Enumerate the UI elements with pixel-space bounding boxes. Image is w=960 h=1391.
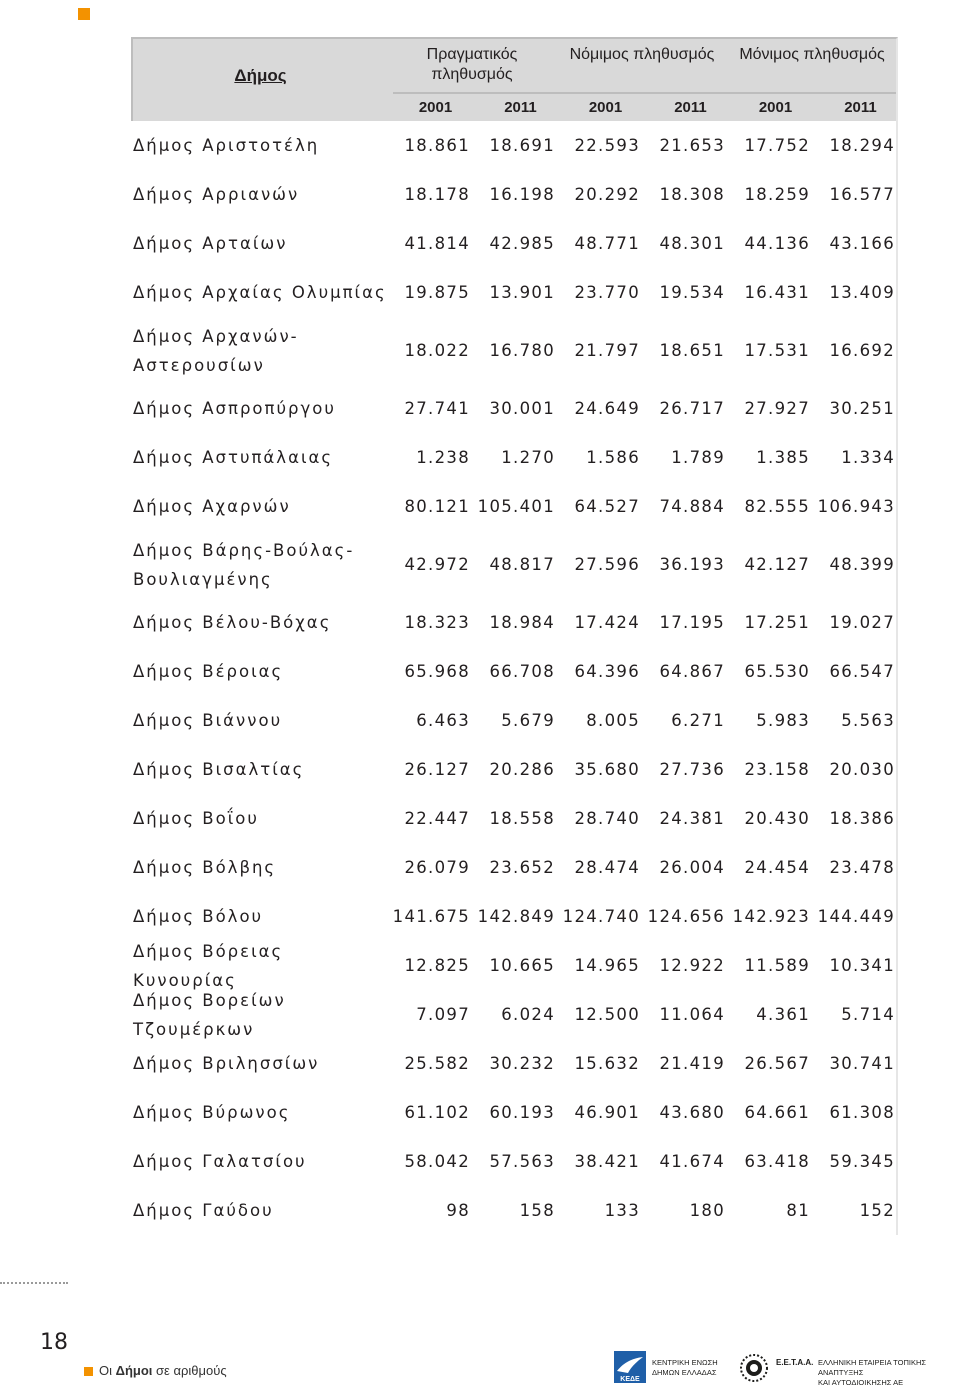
header-dimos: Δήμος [234, 66, 287, 85]
row-value: 158 [519, 1201, 555, 1220]
row-value: 144.449 [817, 907, 895, 926]
row-value: 17.424 [574, 613, 640, 632]
row-value: 43.166 [829, 234, 895, 253]
kede-logo-word: ΚΕΔΕ [620, 1376, 640, 1383]
row-value: 64.396 [574, 662, 640, 681]
table-row [131, 696, 896, 745]
row-value: 19.534 [659, 283, 725, 302]
row-value: 20.430 [744, 809, 810, 828]
header-year: 2011 [504, 99, 537, 116]
row-value: 38.421 [574, 1152, 640, 1171]
row-value: 17.752 [744, 136, 810, 155]
row-value: 17.251 [744, 613, 810, 632]
row-dimos-name: Δήμος Ασπροπύργου [133, 399, 336, 418]
row-value: 80.121 [404, 497, 470, 516]
table-row [131, 1039, 896, 1088]
row-value: 14.965 [574, 956, 640, 975]
row-value: 15.632 [574, 1054, 640, 1073]
row-value: 18.861 [404, 136, 470, 155]
table-row [131, 433, 896, 482]
row-dimos-name: Δήμος Βριλησσίων [133, 1054, 320, 1073]
row-value: 26.717 [659, 399, 725, 418]
row-value: 1.334 [841, 448, 895, 467]
row-value: 65.530 [744, 662, 810, 681]
table-row [131, 121, 896, 170]
row-value: 16.692 [829, 341, 895, 360]
header-year: 2011 [674, 99, 707, 116]
row-dimos-name: Δήμος Βέροιας [133, 662, 284, 681]
row-value: 142.923 [732, 907, 810, 926]
row-dimos-name: Δήμος Αρταίων [133, 234, 288, 253]
row-value: 43.680 [659, 1103, 725, 1122]
row-value: 17.195 [659, 613, 725, 632]
page-number: 18 [40, 1330, 68, 1355]
row-value: 23.770 [574, 283, 640, 302]
row-value: 82.555 [744, 497, 810, 516]
row-value: 36.193 [659, 555, 725, 574]
row-value: 5.679 [501, 711, 555, 730]
row-dimos-name: Δήμος Γαύδου [133, 1201, 274, 1220]
row-value: 133 [604, 1201, 640, 1220]
row-value: 18.259 [744, 185, 810, 204]
row-value: 27.927 [744, 399, 810, 418]
row-value: 18.386 [829, 809, 895, 828]
row-value: 61.308 [829, 1103, 895, 1122]
kede-name-line: ΔΗΜΩΝ ΕΛΛΑΔΑΣ [652, 1368, 717, 1377]
row-value: 1.238 [416, 448, 470, 467]
row-value: 26.567 [744, 1054, 810, 1073]
eetaa-abbr: Ε.Ε.Τ.Α.Α. [776, 1358, 814, 1367]
row-value: 16.198 [489, 185, 555, 204]
row-value: 18.294 [829, 136, 895, 155]
table-header [131, 37, 898, 121]
row-value: 19.875 [404, 283, 470, 302]
row-value: 59.345 [829, 1152, 895, 1171]
row-value: 23.158 [744, 760, 810, 779]
row-value: 6.271 [671, 711, 725, 730]
row-value: 46.901 [574, 1103, 640, 1122]
row-value: 81 [786, 1201, 810, 1220]
footer-title-strong: Δήμοι [115, 1363, 153, 1378]
row-value: 74.884 [659, 497, 725, 516]
kede-logo-icon [614, 1351, 646, 1383]
row-value: 26.127 [404, 760, 470, 779]
table-row [131, 647, 896, 696]
row-value: 18.558 [489, 809, 555, 828]
row-value: 12.825 [404, 956, 470, 975]
row-value: 35.680 [574, 760, 640, 779]
table-row [131, 1088, 896, 1137]
header-years-row [393, 94, 896, 121]
row-value: 10.665 [489, 956, 555, 975]
header-year: 2001 [588, 99, 623, 116]
table-row [131, 219, 896, 268]
table-row [131, 941, 896, 990]
row-value: 63.418 [744, 1152, 810, 1171]
header-actual-population: Πραγματικός πληθυσμός [426, 46, 518, 83]
row-value: 66.708 [489, 662, 555, 681]
row-value: 27.596 [574, 555, 640, 574]
row-dimos-name: Δήμος Αρχανών-Αστερουσίων [133, 326, 299, 375]
row-dimos-name: Δήμος Βύρωνος [133, 1103, 291, 1122]
header-legal-population: Νόμιμος πληθυσμός [569, 46, 715, 63]
row-value: 21.797 [574, 341, 640, 360]
row-value: 6.024 [501, 1005, 555, 1024]
row-value: 18.984 [489, 613, 555, 632]
row-value: 20.292 [574, 185, 640, 204]
row-value: 11.589 [744, 956, 810, 975]
row-value: 7.097 [416, 1005, 470, 1024]
footer-marker [84, 1367, 93, 1376]
row-value: 64.867 [659, 662, 725, 681]
row-value: 16.431 [744, 283, 810, 302]
population-table [131, 37, 898, 1235]
table-row [131, 794, 896, 843]
row-value: 18.022 [404, 341, 470, 360]
row-value: 180 [689, 1201, 725, 1220]
table-row [131, 531, 896, 598]
header-permanent-population: Μόνιμος πληθυσμός [739, 46, 885, 63]
row-value: 98 [446, 1201, 470, 1220]
eetaa-logo-icon [737, 1351, 771, 1385]
row-value: 1.586 [586, 448, 640, 467]
row-value: 22.593 [574, 136, 640, 155]
row-value: 25.582 [404, 1054, 470, 1073]
row-value: 8.005 [586, 711, 640, 730]
row-value: 1.270 [501, 448, 555, 467]
header-year: 2011 [844, 99, 877, 116]
row-value: 18.651 [659, 341, 725, 360]
row-value: 26.079 [404, 858, 470, 877]
row-value: 141.675 [392, 907, 470, 926]
row-value: 24.381 [659, 809, 725, 828]
row-value: 57.563 [489, 1152, 555, 1171]
row-dimos-name: Δήμος Αρριανών [133, 185, 300, 204]
table-row [131, 384, 896, 433]
row-value: 64.661 [744, 1103, 810, 1122]
row-dimos-name: Δήμος Βάρης-Βούλας-Βουλιαγμένης [133, 540, 355, 589]
row-value: 1.789 [671, 448, 725, 467]
row-dimos-name: Δήμος Βόρειας Κυνουρίας [133, 941, 284, 990]
row-value: 30.251 [829, 399, 895, 418]
row-dimos-name: Δήμος Αχαρνών [133, 497, 291, 516]
row-value: 142.849 [477, 907, 555, 926]
row-dimos-name: Δήμος Βοΐου [133, 809, 259, 828]
row-value: 124.656 [647, 907, 725, 926]
row-dimos-name: Δήμος Αριστοτέλη [133, 136, 320, 155]
row-value: 48.301 [659, 234, 725, 253]
row-value: 13.901 [489, 283, 555, 302]
row-value: 21.653 [659, 136, 725, 155]
table-row [131, 745, 896, 794]
table-row [131, 598, 896, 647]
row-value: 18.308 [659, 185, 725, 204]
row-value: 66.547 [829, 662, 895, 681]
corner-marker [78, 8, 90, 20]
row-value: 16.780 [489, 341, 555, 360]
row-value: 18.323 [404, 613, 470, 632]
row-value: 5.563 [841, 711, 895, 730]
row-value: 23.478 [829, 858, 895, 877]
row-value: 4.361 [756, 1005, 810, 1024]
row-value: 18.691 [489, 136, 555, 155]
footer-title-suffix: σε αριθμούς [152, 1363, 227, 1378]
row-value: 23.652 [489, 858, 555, 877]
row-dimos-name: Δήμος Αστυπάλαιας [133, 448, 334, 467]
eetaa-name-line: ΕΛΛΗΝΙΚΗ ΕΤΑΙΡΕΙΑ ΤΟΠΙΚΗΣ ΑΝΑΠΤΥΞΗΣ [818, 1358, 927, 1377]
row-value: 124.740 [562, 907, 640, 926]
row-value: 6.463 [416, 711, 470, 730]
row-value: 11.064 [659, 1005, 725, 1024]
row-value: 58.042 [404, 1152, 470, 1171]
table-row [131, 892, 896, 941]
table-row [131, 1186, 896, 1235]
row-value: 10.341 [829, 956, 895, 975]
row-value: 17.531 [744, 341, 810, 360]
row-value: 41.674 [659, 1152, 725, 1171]
header-year: 2001 [758, 99, 793, 116]
table-row [131, 843, 896, 892]
row-value: 21.419 [659, 1054, 725, 1073]
row-value: 64.527 [574, 497, 640, 516]
row-dimos-name: Δήμος Βιάννου [133, 711, 283, 730]
kede-name-line: ΚΕΝΤΡΙΚΗ ΕΝΩΣΗ [652, 1358, 718, 1367]
row-dimos-name: Δήμος Βόλβης [133, 858, 277, 877]
table-row [131, 268, 896, 317]
footer-title-prefix: Οι [99, 1363, 116, 1378]
row-value: 42.127 [744, 555, 810, 574]
footer-title [99, 1363, 227, 1378]
eetaa-name-line: ΚΑΙ ΑΥΤΟΔΙΟΙΚΗΣΗΣ ΑΕ [818, 1378, 904, 1387]
footer-divider [0, 1282, 68, 1284]
row-value: 1.385 [756, 448, 810, 467]
row-dimos-name: Δήμος Βορείων Τζουμέρκων [133, 990, 286, 1039]
row-dimos-name: Δήμος Αρχαίας Ολυμπίας [133, 283, 387, 302]
row-value: 41.814 [404, 234, 470, 253]
row-value: 5.714 [841, 1005, 895, 1024]
kede-name [652, 1358, 718, 1378]
table-row [131, 990, 896, 1039]
row-dimos-name: Δήμος Γαλατσίου [133, 1152, 307, 1171]
row-value: 16.577 [829, 185, 895, 204]
row-value: 24.649 [574, 399, 640, 418]
table-row [131, 1137, 896, 1186]
row-dimos-name: Δήμος Βόλου [133, 907, 264, 926]
row-value: 30.001 [489, 399, 555, 418]
row-value: 24.454 [744, 858, 810, 877]
row-value: 60.193 [489, 1103, 555, 1122]
row-value: 20.030 [829, 760, 895, 779]
row-value: 48.771 [574, 234, 640, 253]
row-value: 44.136 [744, 234, 810, 253]
table-row [131, 317, 896, 384]
header-year: 2001 [418, 99, 453, 116]
row-value: 22.447 [404, 809, 470, 828]
row-value: 65.968 [404, 662, 470, 681]
row-value: 5.983 [756, 711, 810, 730]
row-value: 30.232 [489, 1054, 555, 1073]
row-value: 26.004 [659, 858, 725, 877]
row-value: 28.474 [574, 858, 640, 877]
row-value: 61.102 [404, 1103, 470, 1122]
row-value: 105.401 [477, 497, 555, 516]
row-value: 27.741 [404, 399, 470, 418]
row-dimos-name: Δήμος Βέλου-Βόχας [133, 613, 332, 632]
table-row [131, 482, 896, 531]
row-value: 28.740 [574, 809, 640, 828]
row-value: 42.985 [489, 234, 555, 253]
row-value: 48.817 [489, 555, 555, 574]
table-body [131, 121, 898, 1235]
row-dimos-name: Δήμος Βισαλτίας [133, 760, 305, 779]
row-value: 27.736 [659, 760, 725, 779]
eetaa-name [818, 1358, 960, 1388]
row-value: 12.922 [659, 956, 725, 975]
row-value: 18.178 [404, 185, 470, 204]
row-value: 152 [859, 1201, 895, 1220]
row-value: 48.399 [829, 555, 895, 574]
row-value: 20.286 [489, 760, 555, 779]
row-value: 13.409 [829, 283, 895, 302]
table-row [131, 170, 896, 219]
row-value: 19.027 [829, 613, 895, 632]
row-value: 30.741 [829, 1054, 895, 1073]
row-value: 106.943 [817, 497, 895, 516]
row-value: 12.500 [574, 1005, 640, 1024]
row-value: 42.972 [404, 555, 470, 574]
